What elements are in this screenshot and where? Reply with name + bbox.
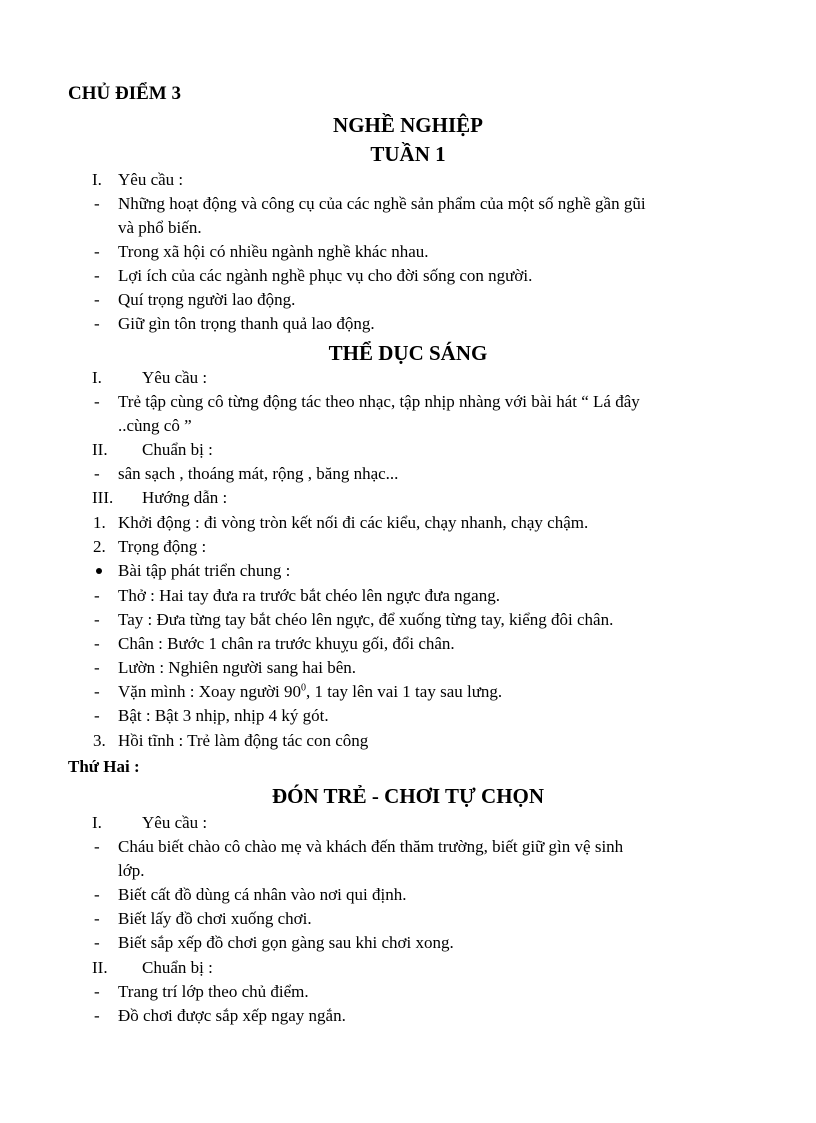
heading-text: Yêu cầu : [142, 813, 208, 832]
list-item-text: Chân : Bước 1 chân ra trước khuỵu gối, đổi chân. [118, 634, 455, 653]
list-item-text: Khởi động : đi vòng tròn kết nối đi các kiểu, chạy nhanh, chạy chậm. [118, 513, 589, 532]
heading-text: Chuẩn bị : [142, 958, 213, 977]
topic-label: CHỦ ĐIỂM 3 [68, 83, 181, 104]
list-item-text: Tay : Đưa từng tay bắt chéo lên ngực, để xuống từng tay, kiểng đôi chân. [118, 610, 614, 629]
dash-marker: - [94, 194, 100, 213]
exercise-title: THỂ DỤC SÁNG [328, 341, 488, 365]
heading-number: III. [92, 488, 114, 507]
degree-superscript: 0 [301, 682, 306, 694]
twist-text: Vặn mình : Xoay người 90 [118, 682, 301, 701]
list-item-text: Đồ chơi được sắp xếp ngay ngắn. [118, 1006, 346, 1025]
list-item-text: ..cùng cô ” [118, 416, 192, 435]
dash-marker: - [94, 392, 100, 411]
list-item-text: Những hoạt động và công cụ của các nghề sản phẩm của một số nghề gần gũi [118, 194, 646, 213]
dash-marker: - [94, 242, 100, 261]
list-item-text: Cháu biết chào cô chào mẹ và khách đến thăm trường, biết giữ gìn vệ sinh [118, 837, 624, 856]
list-item-text [118, 682, 502, 702]
item-number: 3. [93, 731, 106, 750]
heading-text: Hướng dẫn : [142, 488, 228, 507]
dash-marker: - [94, 266, 100, 285]
dash-marker: - [94, 610, 100, 629]
dash-marker: - [94, 290, 100, 309]
item-number: 2. [93, 537, 106, 556]
list-item-text: Thở : Hai tay đưa ra trước bắt chéo lên ngực đưa ngang. [118, 586, 500, 605]
list-item-text: Bài tập phát triển chung : [118, 561, 291, 580]
heading-number: II. [92, 958, 108, 977]
bullet-dot-icon [96, 568, 102, 574]
list-item-text: Biết cất đồ dùng cá nhân vào nơi qui định. [118, 885, 407, 904]
dash-marker: - [94, 1006, 100, 1025]
dash-marker: - [94, 464, 100, 483]
day-label: Thứ Hai : [68, 757, 140, 776]
list-item-text: Biết sắp xếp đồ chơi gọn gàng sau khi chơi xong. [118, 933, 454, 952]
list-item-text: Bật : Bật 3 nhịp, nhịp 4 ký gót. [118, 706, 329, 725]
list-item-text: lớp. [118, 861, 145, 880]
dash-marker: - [94, 586, 100, 605]
dash-marker: - [94, 933, 100, 952]
dash-marker: - [94, 909, 100, 928]
list-item-text: Trọng động : [118, 537, 207, 556]
list-item-text: Biết lấy đồ chơi xuống chơi. [118, 909, 312, 928]
page-title: NGHỀ NGHIỆP [333, 113, 483, 137]
heading-number: II. [92, 440, 108, 459]
dash-marker: - [94, 982, 100, 1001]
dash-marker: - [94, 658, 100, 677]
heading-number: I. [92, 813, 102, 832]
list-item-text: Trang trí lớp theo chủ điểm. [118, 982, 309, 1001]
list-item-text: Lườn : Nghiên người sang hai bên. [118, 658, 357, 677]
dash-marker: - [94, 314, 100, 333]
item-number: 1. [93, 513, 106, 532]
heading-number: I. [92, 368, 102, 387]
list-item-text: sân sạch , thoáng mát, rộng , băng nhạc... [118, 464, 399, 483]
list-item-text: Quí trọng người lao động. [118, 290, 296, 309]
week-title: TUẦN 1 [370, 142, 446, 166]
list-item-text: Hồi tĩnh : Trẻ làm động tác con công [118, 731, 369, 750]
welcome-title: ĐÓN TRẺ - CHƠI TỰ CHỌN [271, 784, 545, 808]
list-item-text: Giữ gìn tôn trọng thanh quả lao động. [118, 314, 375, 333]
list-item-text: Trẻ tập cùng cô từng động tác theo nhạc, tập nhịp nhàng với bài hát “ Lá đây [118, 392, 640, 411]
list-item-text: Trong xã hội có nhiều ngành nghề khác nhau. [118, 242, 429, 261]
dash-marker: - [94, 837, 100, 856]
twist-text-rest: , 1 tay lên vai 1 tay sau lưng. [306, 682, 503, 701]
list-item-text: và phổ biến. [118, 218, 202, 237]
heading-text: Yêu cầu : [142, 368, 208, 387]
dash-marker: - [94, 634, 100, 653]
section1-heading-text: Yêu cầu : [118, 170, 184, 189]
dash-marker: - [94, 682, 100, 701]
list-item-text: Lợi ích của các ngành nghề phục vụ cho đời sống con người. [118, 266, 533, 285]
dash-marker: - [94, 706, 100, 725]
dash-marker: - [94, 885, 100, 904]
section1-number: I. [92, 170, 102, 189]
heading-text: Chuẩn bị : [142, 440, 213, 459]
